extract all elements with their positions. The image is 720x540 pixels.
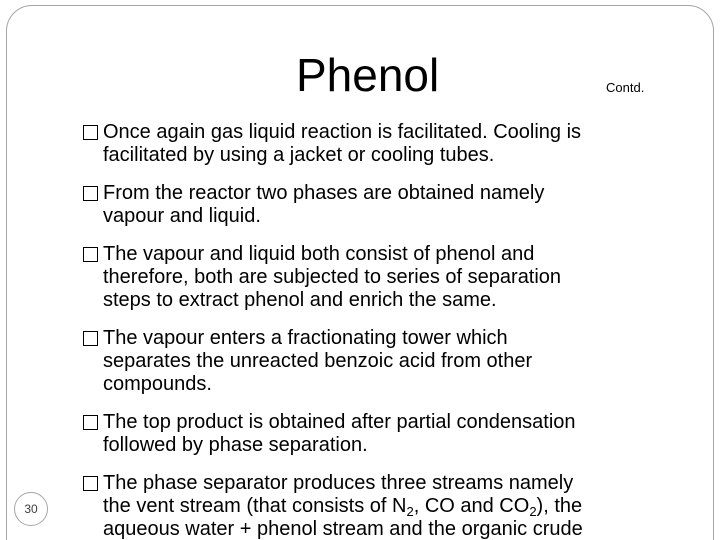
bullet-line: separates the unreacted benzoic acid from other bbox=[103, 350, 533, 372]
bullet-line: The vapour enters a fractionating tower which bbox=[103, 327, 508, 349]
bullet-line: The vapour and liquid both consist of phenol and bbox=[103, 243, 535, 265]
subscript: 2 bbox=[406, 504, 414, 519]
bullet-line: steps to extract phenol and enrich the same. bbox=[103, 289, 497, 311]
subscript: 2 bbox=[529, 504, 537, 519]
bullet-item bbox=[83, 472, 687, 540]
bullet-line: compounds. bbox=[103, 373, 212, 395]
bullet-item bbox=[83, 411, 687, 457]
slide-subtitle: Contd. bbox=[606, 80, 645, 95]
slide-title: Phenol bbox=[296, 49, 440, 101]
square-bullet-icon bbox=[83, 125, 98, 140]
bullet-line: facilitated by using a jacket or cooling tubes. bbox=[103, 144, 495, 166]
bullet-line: aqueous water + phenol stream and the organic crude bbox=[103, 518, 583, 540]
bullet-line: vapour and liquid. bbox=[103, 205, 261, 227]
vent-text-prefix: the vent stream (that consists of N bbox=[103, 495, 407, 517]
square-bullet-icon bbox=[83, 331, 98, 346]
bullet-line: The top product is obtained after partial condensation bbox=[103, 411, 576, 433]
bullet-item bbox=[83, 121, 687, 167]
bullet-line: Once again gas liquid reaction is facilitated. Cooling is bbox=[103, 121, 582, 143]
bullet-item bbox=[83, 327, 687, 396]
bullet-item bbox=[83, 243, 687, 312]
vent-text-suffix: ), the bbox=[536, 495, 583, 517]
square-bullet-icon bbox=[83, 476, 98, 491]
bullet-line: followed by phase separation. bbox=[103, 434, 368, 456]
bullet-line-vent-stream bbox=[103, 495, 687, 518]
bullet-item bbox=[83, 182, 687, 228]
vent-text-middle: , CO and CO bbox=[413, 495, 530, 517]
square-bullet-icon bbox=[83, 415, 98, 430]
bullet-line: The phase separator produces three streams namely bbox=[103, 472, 574, 494]
bullet-list bbox=[83, 121, 687, 540]
square-bullet-icon bbox=[83, 186, 98, 201]
square-bullet-icon bbox=[83, 247, 98, 262]
bullet-line: therefore, both are subjected to series of separation bbox=[103, 266, 562, 288]
bullet-line: From the reactor two phases are obtained namely bbox=[103, 182, 545, 204]
page-number-badge: 30 bbox=[14, 492, 48, 526]
